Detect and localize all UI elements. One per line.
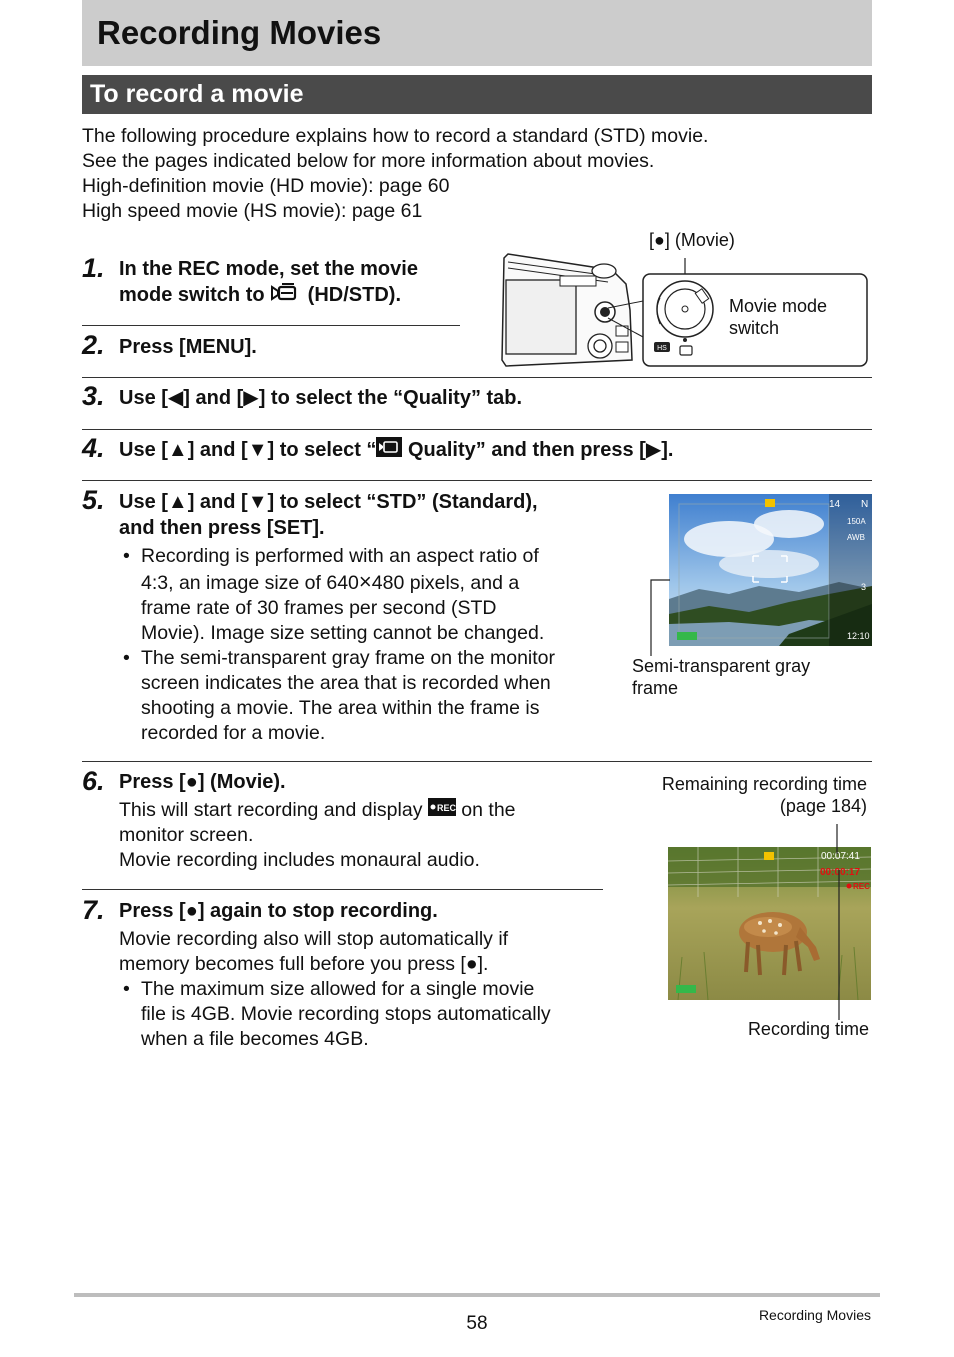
- body-line: Movie recording includes monaural audio.: [119, 849, 480, 872]
- record-dot-icon: ●: [185, 771, 198, 793]
- right-arrow-icon: ▶: [645, 439, 662, 461]
- txt: on the: [455, 799, 516, 821]
- times-icon: ×: [358, 569, 372, 594]
- bullet-line: • Recording is performed with an aspect ratio of: [141, 545, 539, 567]
- divider: [82, 761, 872, 762]
- divider: [82, 377, 872, 378]
- txt: Quality” and then press [: [402, 439, 646, 461]
- up-arrow-icon: ▲: [167, 439, 188, 461]
- bullet-item: [119, 977, 609, 1052]
- body-line: Movie recording also will stop automatically if: [119, 928, 509, 950]
- txt: memory becomes full before you press [: [119, 953, 466, 975]
- intro-line: See the pages indicated below for more information about movies.: [82, 150, 655, 172]
- txt: ].: [661, 439, 674, 461]
- footer-rule: [74, 1293, 880, 1297]
- osd-text: 150A: [847, 517, 866, 526]
- txt: ] to select “: [267, 439, 377, 461]
- txt: 4:3, an image size of 640: [141, 572, 359, 594]
- bracket-open: [: [649, 230, 655, 250]
- intro-text: [82, 124, 708, 224]
- movie-button-label: [649, 229, 735, 251]
- divider: [82, 325, 460, 326]
- down-arrow-icon: ▼: [247, 439, 268, 461]
- osd-recording: 00:00:17: [820, 867, 861, 878]
- movie-mode-icon: [270, 282, 302, 309]
- caption-line: Semi-transparent gray: [632, 656, 811, 676]
- osd-text: AWB: [847, 533, 865, 542]
- recording-time-caption: Recording time: [747, 1019, 869, 1039]
- caption-line: Remaining recording time: [661, 774, 867, 794]
- txt: ] again to stop recording.: [197, 900, 438, 922]
- title-bar: [82, 0, 872, 66]
- remaining-time-caption: [600, 773, 867, 817]
- step-3-text: [119, 385, 522, 411]
- txt: Use [: [119, 491, 168, 513]
- txt: Press [: [119, 900, 186, 922]
- step-1-line: [119, 282, 418, 309]
- step-1-text-post: (HD/STD).: [302, 284, 402, 306]
- bullet-line: screen indicates the area that is recorded when: [141, 672, 551, 694]
- up-arrow-icon: ▲: [167, 491, 188, 513]
- txt: ] to select the “Quality” tab.: [258, 387, 523, 409]
- txt: ] and [: [183, 387, 244, 409]
- caption-line: frame: [632, 678, 679, 698]
- step-5-line: [119, 489, 538, 515]
- txt: ] to select “STD” (Standard),: [267, 491, 538, 513]
- txt: 480 pixels, and a: [371, 572, 520, 594]
- step-4-text: [119, 437, 673, 464]
- step-6-body: [119, 798, 516, 873]
- body-line: [119, 798, 516, 823]
- txt: ] (Movie).: [197, 771, 286, 793]
- page-title: Recording Movies: [97, 14, 382, 51]
- step-number: 3.: [82, 381, 105, 411]
- section-title: To record a movie: [90, 80, 304, 108]
- bullet-line: when a file becomes 4GB.: [141, 1028, 369, 1050]
- step-7-text: [119, 898, 438, 924]
- step-number: 6.: [82, 766, 105, 796]
- down-arrow-icon: ▼: [247, 491, 268, 513]
- right-arrow-icon: ▶: [243, 387, 259, 409]
- camera-figure: [500, 228, 872, 370]
- bullet-line: Movie). Image size setting cannot be changed.: [141, 622, 545, 644]
- bullet-item: [119, 646, 599, 746]
- switch-label-line: Movie mode: [729, 296, 828, 316]
- record-dot-icon: ●: [654, 230, 665, 250]
- step-1-text-pre: mode switch to: [119, 284, 271, 306]
- switch-label-line: switch: [729, 318, 780, 338]
- switch-label: [729, 295, 827, 339]
- osd-text: 3: [861, 582, 867, 592]
- step-number: 2.: [82, 330, 105, 360]
- txt: ] and [: [187, 491, 248, 513]
- bullet-line: file is 4GB. Movie recording stops automatically: [141, 1003, 551, 1025]
- subtitle-bar: [82, 75, 872, 114]
- divider: [82, 889, 603, 890]
- step-5-text: [119, 489, 538, 541]
- bullet-line: recorded for a movie.: [141, 722, 326, 744]
- divider: [82, 429, 872, 430]
- step-7-body: [119, 927, 609, 1052]
- step-6-text: [119, 769, 286, 795]
- txt: This will start recording and display: [119, 799, 428, 821]
- txt: Use [: [119, 387, 168, 409]
- recording-leader-lines: [832, 822, 844, 1022]
- footer-section-title: Recording Movies: [758, 1307, 871, 1323]
- step-5-line: and then press [SET].: [119, 517, 325, 539]
- movie-quality-icon: [376, 437, 402, 464]
- monitor-leader-line: [648, 578, 672, 658]
- hs-label: HS: [657, 345, 667, 352]
- step-1-line: In the REC mode, set the movie: [119, 258, 418, 280]
- txt: ] and [: [187, 439, 248, 461]
- txt: ].: [477, 953, 489, 975]
- osd-text: 12:10: [847, 631, 870, 641]
- bullet-line: [141, 569, 599, 596]
- caption-line: (page 184): [779, 796, 867, 816]
- osd-text: N: [861, 499, 869, 510]
- rec-indicator-icon: [428, 798, 456, 823]
- step-1-text: [119, 256, 418, 309]
- body-line: monitor screen.: [119, 824, 254, 847]
- bullet-line: • The maximum size allowed for a single movie: [141, 978, 535, 1000]
- bullet-line: • The semi-transparent gray frame on the monitor: [141, 647, 556, 669]
- txt: Use [: [119, 439, 168, 461]
- step-number: 4.: [82, 433, 105, 463]
- monitor-screen-image: [669, 494, 872, 646]
- osd-remaining: 00:07:41: [821, 851, 860, 862]
- movie-label-text: ] (Movie): [664, 230, 735, 250]
- rec-text: REC: [436, 803, 456, 814]
- body-line: [119, 952, 609, 977]
- record-dot-icon: ●: [465, 953, 478, 975]
- page-number: 58: [466, 1313, 488, 1334]
- osd-rec-badge: REC: [853, 882, 870, 891]
- step-number: 7.: [82, 895, 105, 925]
- txt: Press [: [119, 771, 186, 793]
- bullet-line: frame rate of 30 frames per second (STD: [141, 597, 497, 619]
- bullet-line: shooting a movie. The area within the frame is: [141, 697, 540, 719]
- intro-line: High-definition movie (HD movie): page 60: [82, 175, 450, 197]
- bullet-item: [119, 544, 599, 646]
- step-number: 1.: [82, 253, 105, 283]
- intro-line: High speed movie (HS movie): page 61: [82, 200, 423, 222]
- step-2-text: Press [MENU].: [119, 336, 257, 358]
- left-arrow-icon: ◀: [167, 387, 184, 409]
- osd-text: 14: [829, 499, 841, 510]
- step-number: 5.: [82, 485, 105, 515]
- record-dot-icon: ●: [185, 900, 198, 922]
- monitor-caption: [632, 655, 810, 699]
- divider: [82, 480, 872, 481]
- step-5-body: [119, 544, 599, 746]
- intro-line: The following procedure explains how to record a standard (STD) movie.: [82, 125, 709, 147]
